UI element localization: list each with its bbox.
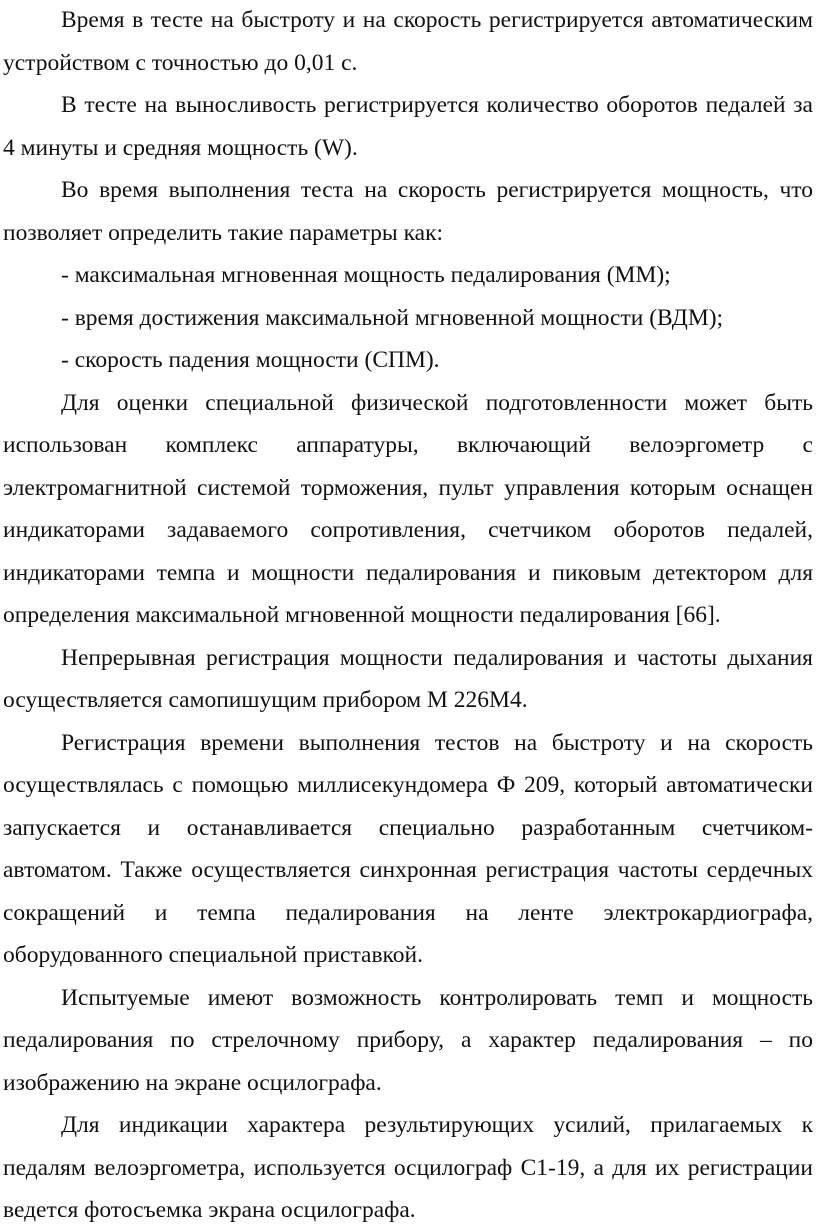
paragraph-endurance: В тесте на выносливость регистрируется количество оборотов педалей за 4 минуты и средняя мощность (W). (3, 92, 813, 161)
paragraph-oscillograph: Для индикации характера результирующих усилий, прилагаемых к педалям велоэргометра, используется осцилограф С1-19, а для их регистрации ведется фотосъемка экрана осцилографа. (3, 1112, 813, 1223)
paragraph-time-registration: Регистрация времени выполнения тестов на быстроту и на скорость осуществлялась с помощью миллисекундомера Ф 209, который автоматически запускается и останавливается специально разработанным счетчиком-автоматом. Также осуществляется синхронная регистрация частоты сердечных сокращений и темпа педалирования на ленте электрокардиографа, оборудованного специальной приставкой. (3, 729, 813, 968)
paragraph-timing: Время в тесте на быстроту и на скорость регистрируется автоматическим устройством с точностью до 0,01 с. (3, 7, 813, 76)
paragraph-equipment: Для оценки специальной физической подготовленности может быть использован комплекс аппаратуры, включающий велоэргометр с электромагнитной системой торможения, пульт управления которым оснащен индикаторами задаваемого сопротивления, счетчиком оборотов педалей, индикаторами темпа и мощности педалирования и пиковым детектором для определения максимальной мгновенной мощности педалирования [66]. (3, 389, 813, 628)
paragraph-continuous-registration: Непрерывная регистрация мощности педалирования и частоты дыхания осуществляется самопишущим прибором М 226М4. (3, 644, 813, 713)
paragraph-speed-params: Во время выполнения теста на скорость регистрируется мощность, что позволяет определить такие параметры как: (3, 177, 813, 246)
list-item-mm: - максимальная мгновенная мощность педалирования (ММ); (61, 262, 671, 288)
document-page (3, 0, 813, 1232)
list-item-vdm: - время достижения максимальной мгновенной мощности (ВДМ); (61, 304, 724, 331)
paragraph-subject-control: Испытуемые имеют возможность контролировать темп и мощность педалирования по стрелочному прибору, а характер педалирования – по изображению на экране осцилографа. (3, 984, 813, 1096)
list-item-spm: - скорость падения мощности (СПМ). (61, 347, 440, 373)
